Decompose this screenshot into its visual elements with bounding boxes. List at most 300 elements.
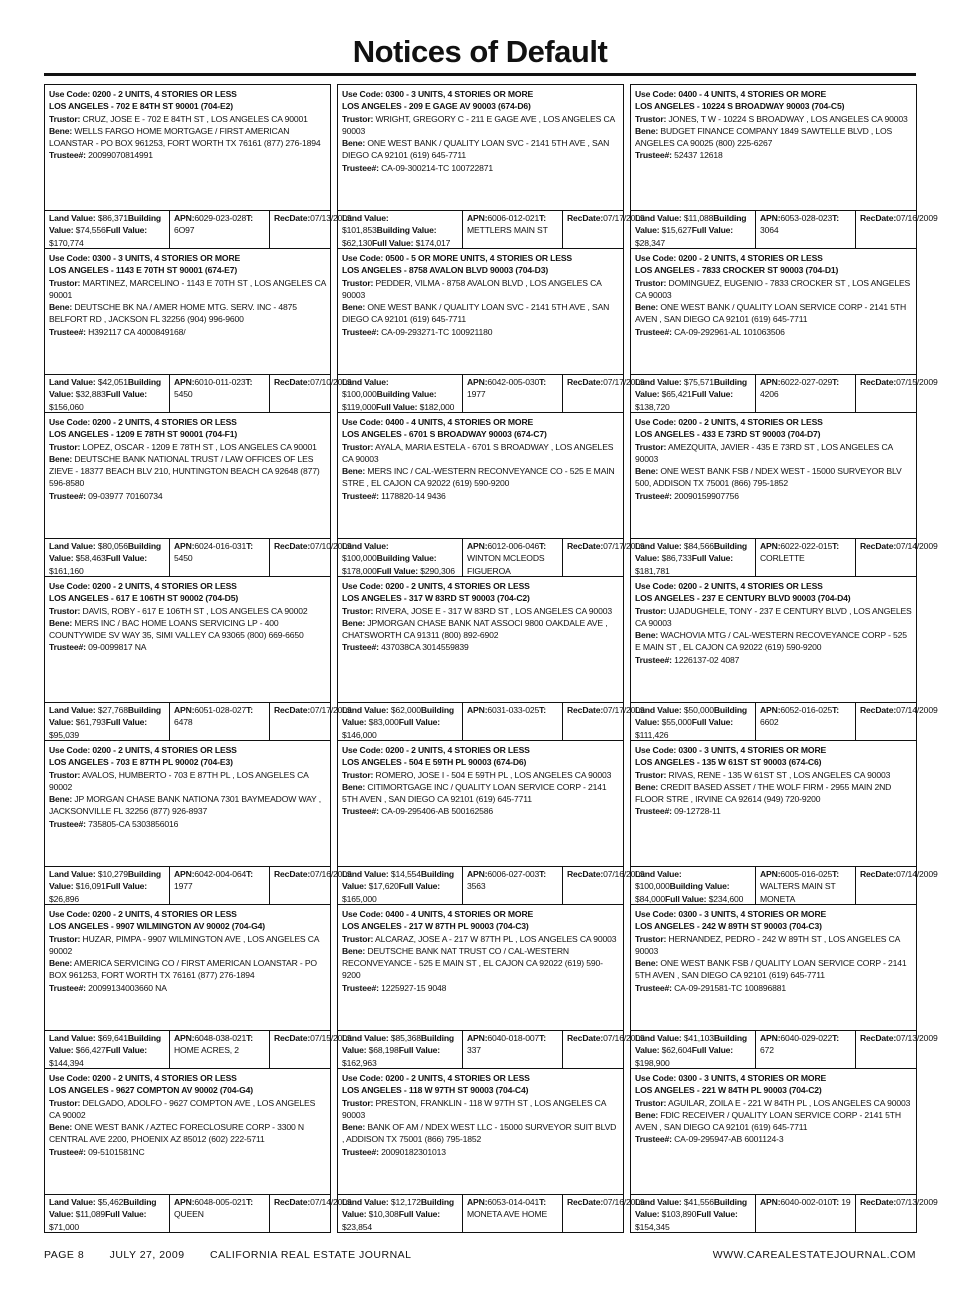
trustee-value: 20099134003660 NA <box>88 982 167 993</box>
value-cell <box>338 1195 462 1233</box>
recdate-label: RecDate: <box>860 869 897 879</box>
land-value: $41,103 <box>683 1033 714 1043</box>
tract-label: T: <box>832 1033 839 1043</box>
land-value: $69,641 <box>97 1033 128 1043</box>
apn-label: APN: <box>174 213 195 223</box>
notice-column <box>44 84 352 1233</box>
use-code: Use Code: 0200 - 2 UNITS, 4 STORIES OR LESS <box>49 581 237 591</box>
building-value: $65,421 <box>661 389 692 400</box>
bene-label: Bene: <box>342 781 366 792</box>
building-value: $62,604 <box>661 1045 692 1056</box>
tract-label: T: <box>832 377 839 387</box>
trustee-label: Trustee#: <box>342 1146 379 1157</box>
land-value-row <box>635 213 713 223</box>
recdate-cell <box>855 1195 942 1233</box>
trustee-value: 1178820-14 9436 <box>381 490 446 501</box>
trustor-line <box>49 605 326 617</box>
use-code: Use Code: 0300 - 3 UNITS, 4 STORIES OR MORE <box>635 909 827 919</box>
building-value: $66,427 <box>75 1045 106 1056</box>
apn-value: 6031-033-025 <box>487 705 540 715</box>
notice-values <box>631 1194 938 1232</box>
notice-card <box>337 1069 645 1233</box>
beneficiary-line <box>635 629 912 654</box>
property-address: LOS ANGELES - 135 W 61ST ST 90003 (674-C6) <box>635 757 822 768</box>
full-value: $146,000 <box>342 729 377 740</box>
tract-value: 672 <box>760 1045 774 1056</box>
publication-name: CALIFORNIA REAL ESTATE JOURNAL <box>210 1249 412 1261</box>
land-value-label: Land Value: <box>635 869 682 879</box>
trustor-label: Trustor: <box>342 769 374 780</box>
property-address: LOS ANGELES - 617 E 106TH ST 90002 (704-D5) <box>49 593 239 604</box>
tract-value: WINTON MCLEODS FIGUEROA <box>467 553 545 576</box>
recdate-label: RecDate: <box>860 377 897 387</box>
trustee-line <box>49 818 326 830</box>
apn-cell <box>169 1031 269 1069</box>
recdate-value: 07/14/2009 <box>896 705 938 715</box>
building-value: $84,000 <box>635 893 666 904</box>
beneficiary-line <box>49 793 326 818</box>
trustee-value: CA-09-295406-AB 500162586 <box>381 806 494 817</box>
notice-body <box>631 741 916 866</box>
trustor-label: Trustor: <box>49 277 81 288</box>
recdate-label: RecDate: <box>567 705 604 715</box>
apn-value: 6012-006-046 <box>487 541 540 551</box>
notice-body <box>631 1069 916 1194</box>
notice-values <box>45 538 352 576</box>
building-value-label: Building Value: <box>376 389 437 400</box>
trustor-value: WRIGHT, GREGORY C - 211 E GAGE AVE , LOS ANGELES CA 90003 <box>342 113 615 136</box>
notice-values <box>631 210 938 248</box>
apn-row <box>467 1197 539 1207</box>
apn-row <box>760 869 832 879</box>
trustee-value: 735805-CA 5303856016 <box>88 818 179 829</box>
full-value-label: Full Value: <box>691 389 734 400</box>
apn-cell <box>169 867 269 905</box>
recdate-cell <box>855 211 942 249</box>
trustee-label: Trustee#: <box>635 806 672 817</box>
trustee-label: Trustee#: <box>49 326 86 337</box>
trustee-value: 20099070814991 <box>88 150 153 161</box>
recdate-label: RecDate: <box>860 541 897 551</box>
property-address: LOS ANGELES - 1209 E 78TH ST 90001 (704-F1) <box>49 429 238 440</box>
bene-value: JPMORGAN CHASE BANK NAT ASSOCI 9800 OAKDALE AVE , CHATSWORTH CA 91311 (800) 892-6902 <box>342 617 608 641</box>
full-value-label: Full Value: <box>691 717 734 728</box>
land-value-row <box>635 1197 714 1207</box>
value-cell <box>338 539 462 577</box>
apn-value: 6042-005-030 <box>487 377 540 387</box>
tract-row <box>539 705 546 715</box>
recdate-value: 07/17/2009 <box>603 213 645 223</box>
full-value: $290,306 <box>420 565 455 576</box>
trustor-label: Trustor: <box>49 769 81 780</box>
full-value: $23,854 <box>342 1221 373 1232</box>
apn-value: 6053-028-023 <box>780 213 833 223</box>
full-value: $181,781 <box>635 565 670 576</box>
land-value: $42,051 <box>97 377 128 387</box>
land-value-row <box>49 213 128 223</box>
use-code: Use Code: 0200 - 2 UNITS, 4 STORIES OR LESS <box>49 417 237 427</box>
use-code: Use Code: 0200 - 2 UNITS, 4 STORIES OR LESS <box>49 1073 237 1083</box>
trustor-line <box>635 1097 912 1109</box>
apn-value: 6051-028-027 <box>194 705 247 715</box>
trustee-line <box>342 1146 619 1158</box>
full-value-label: Full Value: <box>372 237 414 248</box>
full-value-label: Full Value: <box>105 717 148 728</box>
trustor-label: Trustor: <box>49 1097 81 1108</box>
trustor-value: JONES, T W - 10224 S BROADWAY , LOS ANGELES CA 90003 <box>668 113 908 124</box>
tract-value: 5450 <box>174 389 193 400</box>
land-value: $62,000 <box>390 705 421 715</box>
property-address: LOS ANGELES - 433 E 73RD ST 90003 (704-D7) <box>635 429 821 440</box>
beneficiary-line <box>49 125 326 150</box>
land-value-label: Land Value: <box>49 377 96 387</box>
notice-card <box>44 577 352 741</box>
notice-card <box>44 741 352 905</box>
use-code: Use Code: 0200 - 2 UNITS, 4 STORIES OR LESS <box>635 417 823 427</box>
recdate-label: RecDate: <box>567 213 604 223</box>
land-value: $10,279 <box>97 869 128 879</box>
recdate-value: 07/14/2009 <box>896 541 938 551</box>
trustor-value: AVALOS, HUMBERTO - 703 E 87TH PL , LOS ANGELES CA 90002 <box>49 769 309 792</box>
trustor-value: DOMINGUEZ, EUGENIO - 7833 CROCKER ST , LOS ANGELES CA 90003 <box>635 277 911 300</box>
land-value-row <box>49 869 128 879</box>
notice-body <box>45 905 330 1030</box>
notice-body <box>338 905 623 1030</box>
trustee-label: Trustee#: <box>49 1146 86 1157</box>
full-value-label: Full Value: <box>376 401 418 412</box>
trustee-line <box>635 1133 912 1145</box>
full-value: $198,900 <box>635 1057 670 1068</box>
full-value-label: Full Value: <box>691 553 734 564</box>
trustor-label: Trustor: <box>342 1097 374 1108</box>
notice-values <box>338 374 645 412</box>
recdate-value: 07/10/2009 <box>310 377 352 387</box>
property-address: LOS ANGELES - 9627 COMPTON AV 90002 (704-G4) <box>49 1085 254 1096</box>
building-value-label: Building Value: <box>49 1197 157 1220</box>
apn-cell <box>755 375 855 413</box>
recdate-label: RecDate: <box>860 213 897 223</box>
recdate-label: RecDate: <box>274 1033 311 1043</box>
land-value: $50,000 <box>683 705 714 715</box>
building-value-label: Building Value: <box>49 541 162 564</box>
trustor-line <box>635 113 912 125</box>
trustor-line <box>342 113 619 138</box>
trustor-line <box>635 933 912 958</box>
bene-value: ONE WEST BANK / QUALITY LOAN SVC - 2141 5TH AVE , SAN DIEGO CA 92101 (619) 645-7711 <box>342 138 610 161</box>
value-cell <box>45 867 169 905</box>
trustee-line <box>342 982 619 994</box>
trustee-label: Trustee#: <box>635 654 672 665</box>
land-value-row <box>635 377 714 387</box>
building-value: $16,091 <box>75 881 106 892</box>
recdate-value: 07/13/2009 <box>896 1033 938 1043</box>
full-value-label: Full Value: <box>691 225 734 236</box>
land-value-label: Land Value: <box>635 1197 682 1207</box>
recdate-label: RecDate: <box>274 541 311 551</box>
bene-value: MERS INC / BAC HOME LOANS SERVICING LP - 400 COUNTYWIDE SV WAY 35, SIMI VALLEY CA 93065 (800) 669-6650 <box>49 617 304 641</box>
trustor-label: Trustor: <box>635 113 667 124</box>
notice-body <box>631 577 916 702</box>
notice-column <box>630 84 938 1233</box>
bene-label: Bene: <box>635 781 659 792</box>
notice-values <box>45 210 352 248</box>
land-value-label: Land Value: <box>635 213 682 223</box>
trustee-value: 20090182301013 <box>381 1146 446 1157</box>
trustee-label: Trustee#: <box>49 642 86 653</box>
full-value-label: Full Value: <box>696 1209 738 1220</box>
apn-label: APN: <box>174 1197 195 1207</box>
land-value-label: Land Value: <box>342 1033 389 1043</box>
notice-values <box>45 1194 352 1232</box>
apn-value: 6053-014-041 <box>487 1197 540 1207</box>
building-value: $68,198 <box>368 1045 399 1056</box>
recdate-cell <box>855 703 942 741</box>
trustee-label: Trustee#: <box>635 1134 672 1145</box>
trustor-label: Trustor: <box>342 605 374 616</box>
value-cell <box>45 539 169 577</box>
trustor-label: Trustor: <box>635 605 667 616</box>
land-value: $100,000 <box>635 881 670 892</box>
trustee-line <box>635 149 912 161</box>
trustee-line <box>49 149 326 161</box>
trustor-line <box>342 605 619 617</box>
notice-values <box>45 866 352 904</box>
tract-value: 1977 <box>467 389 486 400</box>
property-address: LOS ANGELES - 9907 WILMINGTON AV 90002 (704-G4) <box>49 921 265 932</box>
trustor-line <box>635 277 912 302</box>
property-address: LOS ANGELES - 10224 S BROADWAY 90003 (704-C5) <box>635 101 845 112</box>
property-address: LOS ANGELES - 504 E 59TH PL 90003 (674-D6) <box>342 757 527 768</box>
recdate-cell <box>855 375 942 413</box>
full-value-label: Full Value: <box>665 893 707 904</box>
building-value-label: Building Value: <box>342 705 455 728</box>
apn-row <box>760 541 832 551</box>
trustee-line <box>635 326 912 338</box>
property-address: LOS ANGELES - 118 W 97TH ST 90003 (704-C4) <box>342 1085 529 1096</box>
notice-card <box>337 577 645 741</box>
recdate-value: 07/15/2009 <box>310 1033 352 1043</box>
trustee-label: Trustee#: <box>342 806 379 817</box>
notice-values <box>338 210 645 248</box>
website-link[interactable]: WWW.CAREALESTATEJOURNAL.COM <box>712 1249 916 1261</box>
recdate-label: RecDate: <box>567 1197 604 1207</box>
full-value: $95,039 <box>49 729 80 740</box>
tract-label: T: <box>245 377 253 387</box>
use-code: Use Code: 0200 - 2 UNITS, 4 STORIES OR LESS <box>49 89 237 99</box>
trustor-line <box>635 441 912 466</box>
land-value-label: Land Value: <box>635 541 682 551</box>
apn-row <box>760 705 832 715</box>
building-value: $61,793 <box>75 717 106 728</box>
property-address: LOS ANGELES - 1143 E 70TH ST 90001 (674-E7) <box>49 265 238 276</box>
bene-label: Bene: <box>342 466 366 477</box>
tract-value: 3563 <box>467 881 486 892</box>
apn-cell <box>755 703 855 741</box>
use-code: Use Code: 0200 - 2 UNITS, 4 STORIES OR LESS <box>635 253 823 263</box>
notice-values <box>338 702 645 740</box>
trustee-line <box>342 490 619 502</box>
apn-label: APN: <box>174 377 195 387</box>
property-address: LOS ANGELES - 8758 AVALON BLVD 90003 (704-D3) <box>342 265 549 276</box>
building-value-label: Building Value: <box>635 705 748 728</box>
apn-value: 6048-005-021 <box>194 1197 247 1207</box>
trustor-label: Trustor: <box>635 277 667 288</box>
land-value-row <box>635 541 714 551</box>
value-cell <box>631 1195 755 1233</box>
tract-label: T: <box>246 1197 253 1207</box>
tract-label: T: <box>539 377 546 387</box>
recdate-label: RecDate: <box>567 377 604 387</box>
trustee-line <box>635 490 912 502</box>
building-value: $119,000 <box>342 401 377 412</box>
apn-value: 6022-022-015 <box>780 541 833 551</box>
trustee-value: 52437 12618 <box>674 150 723 161</box>
full-value: $165,000 <box>342 893 377 904</box>
trustor-value: CRUZ, JOSE E - 702 E 84TH ST , LOS ANGELES CA 90001 <box>82 113 308 124</box>
land-value: $5,462 <box>97 1197 124 1207</box>
trustee-label: Trustee#: <box>635 326 672 337</box>
bene-label: Bene: <box>635 466 659 477</box>
trustee-value: CA-09-295947-AB 6001124-3 <box>674 1134 784 1145</box>
bene-label: Bene: <box>49 794 73 805</box>
bene-label: Bene: <box>342 302 366 313</box>
trustee-line <box>49 641 326 653</box>
trustor-line <box>342 933 619 945</box>
trustee-line <box>635 805 912 817</box>
trustor-value: DELGADO, ADOLFO - 9627 COMPTON AVE , LOS ANGELES CA 90002 <box>49 1097 316 1120</box>
notice-card <box>337 741 645 905</box>
land-value: $100,000 <box>342 389 377 400</box>
land-value-row <box>635 705 714 715</box>
trustee-label: Trustee#: <box>342 982 379 993</box>
use-code: Use Code: 0300 - 3 UNITS, 4 STORIES OR MORE <box>342 89 534 99</box>
notice-card <box>44 249 352 413</box>
apn-cell <box>462 1031 562 1069</box>
recdate-value: 07/16/2009 <box>603 1197 645 1207</box>
trustor-line <box>342 769 619 781</box>
beneficiary-line <box>49 617 326 642</box>
apn-label: APN: <box>467 541 488 551</box>
building-value-label: Building Value: <box>635 1197 748 1220</box>
trustor-label: Trustor: <box>342 277 374 288</box>
full-value-row <box>376 402 454 412</box>
notice-column <box>337 84 645 1233</box>
trustor-value: AGUILAR, ZOILA E - 221 W 84TH PL , LOS ANGELES CA 90003 <box>668 1097 911 1108</box>
value-cell <box>338 211 462 249</box>
trustee-label: Trustee#: <box>342 162 379 173</box>
full-value-label: Full Value: <box>105 1209 147 1220</box>
apn-row <box>467 213 539 223</box>
use-code: Use Code: 0300 - 3 UNITS, 4 STORIES OR MORE <box>49 253 241 263</box>
recdate-value: 07/10/2009 <box>310 541 352 551</box>
building-value-label: Building Value: <box>342 869 455 892</box>
beneficiary-line <box>49 957 326 982</box>
value-cell <box>631 1031 755 1069</box>
use-code: Use Code: 0400 - 4 UNITS, 4 STORIES OR MORE <box>342 417 534 427</box>
bene-label: Bene: <box>49 302 73 313</box>
use-code: Use Code: 0200 - 2 UNITS, 4 STORIES OR LESS <box>49 909 237 919</box>
bene-value: ONE WEST BANK FSB / NDEX WEST - 15000 SURVEYOR BLV 500, ADDISON TX 75001 (866) 795-1852 <box>635 466 902 489</box>
notice-card <box>337 413 645 577</box>
property-address: LOS ANGELES - 6701 S BROADWAY 90003 (674-C7) <box>342 429 547 440</box>
land-value-row <box>342 1033 421 1043</box>
notice-card <box>630 1069 938 1233</box>
tract-label: T: <box>832 869 839 879</box>
trustor-value: PEDDER, VILMA - 8758 AVALON BLVD , LOS ANGELES CA 90003 <box>342 277 602 300</box>
recdate-value: 07/15/2009 <box>896 377 938 387</box>
full-value-row <box>372 238 450 248</box>
apn-cell <box>755 211 855 249</box>
property-address: LOS ANGELES - 217 W 87TH PL 90003 (704-C3) <box>342 921 529 932</box>
land-value-label: Land Value: <box>342 377 389 387</box>
bene-label: Bene: <box>49 125 73 136</box>
notice-card <box>630 249 938 413</box>
land-value-label: Land Value: <box>49 213 96 223</box>
trustor-label: Trustor: <box>635 769 667 780</box>
value-cell <box>45 703 169 741</box>
building-value-label: Building Value: <box>635 541 748 564</box>
notice-values <box>631 538 938 576</box>
trustee-value: 09-03977 70160734 <box>88 490 163 501</box>
land-value: $75,571 <box>683 377 714 387</box>
trustee-line <box>49 1146 326 1158</box>
trustor-line <box>342 277 619 302</box>
land-value: $27,768 <box>97 705 128 715</box>
beneficiary-line <box>635 957 912 982</box>
tract-label: T: <box>246 869 253 879</box>
trustor-value: HERNANDEZ, PEDRO - 242 W 89TH ST , LOS ANGELES CA 90003 <box>635 933 900 956</box>
notice-values <box>45 702 352 740</box>
building-value: $103,890 <box>661 1209 697 1220</box>
bene-value: BANK OF AM / NDEX WEST LLC - 15000 SURVEYOR SUIT BLVD , ADDISON TX 75001 (866) 795-1852 <box>342 1122 617 1145</box>
trustor-value: ROMERO, JOSE I - 504 E 59TH PL , LOS ANGELES CA 90003 <box>375 769 612 780</box>
bene-value: FDIC RECEIVER / QUALITY LOAN SERVICE CORP - 2141 5TH AVEN , SAN DIEGO CA 92101 (619) 645-7711 <box>635 1109 901 1133</box>
value-cell <box>631 867 755 905</box>
apn-cell <box>755 867 855 905</box>
bene-label: Bene: <box>342 945 366 956</box>
apn-label: APN: <box>467 1033 488 1043</box>
notice-values <box>338 1194 645 1232</box>
tract-label: T: <box>832 213 839 223</box>
tract-value: 337 <box>467 1045 481 1056</box>
issue-date: JULY 27, 2009 <box>109 1249 185 1261</box>
building-value: $58,463 <box>75 553 106 564</box>
land-value: $80,056 <box>97 541 128 551</box>
full-value-label: Full Value: <box>398 1209 441 1220</box>
trustor-label: Trustor: <box>49 441 81 452</box>
tract-value: 4206 <box>760 389 779 400</box>
building-value-label: Building Value: <box>49 213 162 236</box>
trustor-line <box>342 441 619 466</box>
bene-label: Bene: <box>635 630 659 641</box>
trustor-value: DAVIS, ROBY - 617 E 106TH ST , LOS ANGELES CA 90002 <box>82 605 308 616</box>
beneficiary-line <box>342 1121 619 1146</box>
beneficiary-line <box>342 465 619 490</box>
trustee-label: Trustee#: <box>342 490 379 501</box>
full-value: $28,347 <box>635 237 666 248</box>
notice-values <box>631 374 938 412</box>
apn-label: APN: <box>467 1197 488 1207</box>
land-value-label: Land Value: <box>635 377 682 387</box>
beneficiary-line <box>635 125 912 150</box>
use-code: Use Code: 0400 - 4 UNITS, 4 STORIES OR MORE <box>342 909 534 919</box>
tract-value: 19 <box>841 1197 851 1207</box>
trustor-value: HUZAR, PIMPA - 9907 WILMINGTON AVE , LOS ANGELES CA 90002 <box>49 933 319 956</box>
notice-card <box>630 741 938 905</box>
notice-values <box>338 866 645 904</box>
recdate-label: RecDate: <box>860 705 897 715</box>
land-value: $41,556 <box>683 1197 714 1207</box>
